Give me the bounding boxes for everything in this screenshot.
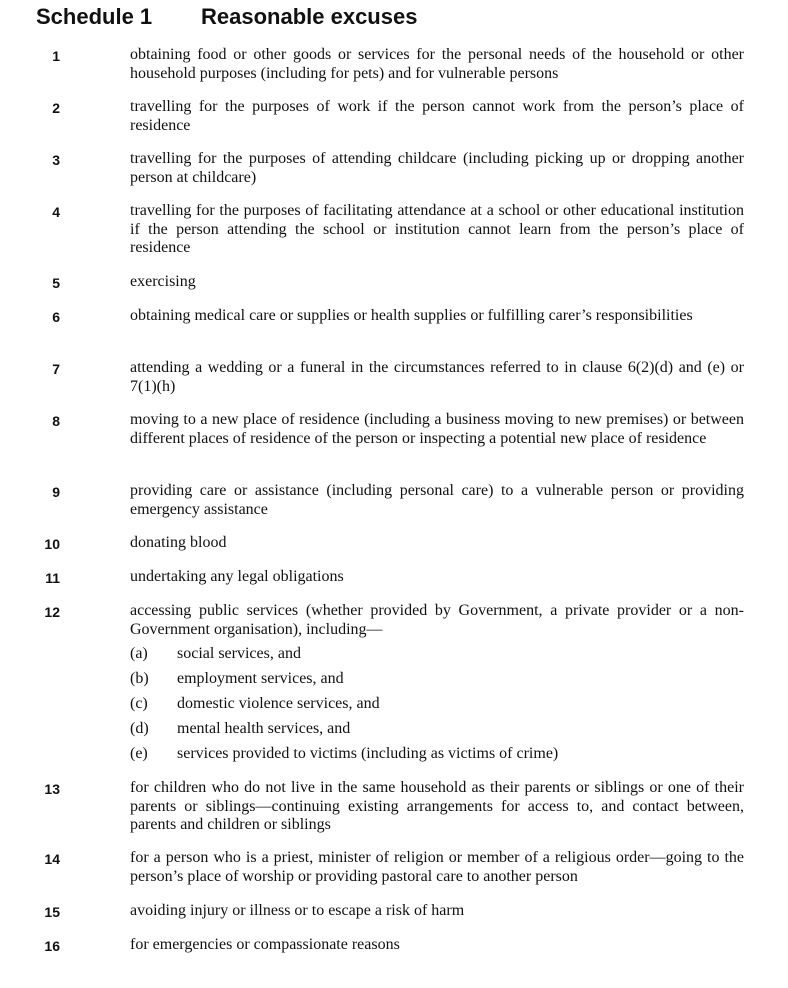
item-number: 9 (52, 484, 60, 500)
item-text: obtaining medical care or supplies or health supplies or fulfilling carer’s responsibilities (130, 307, 693, 324)
item-number: 13 (44, 781, 60, 797)
sub-item-letter: (b) (130, 670, 149, 687)
item-text: travelling for the purposes of facilitating attendance at a school or other educational institution if the person attending the school or institution cannot learn from the person’s place of residence (130, 202, 744, 256)
item-text: attending a wedding or a funeral in the circumstances referred to in clause 6(2)(d) and (e) or 7(1)(h) (130, 359, 744, 395)
item-text: for children who do not live in the same household as their parents or siblings or one of their parents or siblings—continuing existing arrangements for access to, and contact between, parents and children or siblings (130, 779, 744, 833)
item-text: exercising (130, 273, 196, 290)
item-text: accessing public services (whether provided by Government, a private provider or a non-Government organisation), including— (130, 602, 744, 638)
sub-item-letter: (d) (130, 720, 149, 737)
sub-item-text: social services, and (177, 645, 301, 662)
item-text: undertaking any legal obligations (130, 568, 344, 585)
sub-item-letter: (e) (130, 745, 148, 762)
item-number: 10 (44, 536, 60, 552)
sub-item (130, 695, 744, 714)
item-number: 5 (52, 275, 60, 291)
sub-item-text: services provided to victims (including as victims of crime) (177, 745, 559, 762)
sub-item (130, 670, 744, 689)
sub-item-text: employment services, and (177, 670, 344, 687)
item-number: 12 (44, 604, 60, 620)
item-text: for a person who is a priest, minister of religion or member of a religious order—going to the person’s place of worship or providing pastoral care to another person (130, 849, 744, 885)
item-number: 16 (44, 938, 60, 954)
sub-item-letter: (a) (130, 645, 148, 662)
item-text: providing care or assistance (including personal care) to a vulnerable person or providing emergency assistance (130, 482, 744, 518)
item-number: 6 (52, 309, 60, 325)
item-number: 4 (52, 204, 60, 220)
schedule-label: Schedule 1 (36, 4, 153, 29)
item-number: 8 (52, 413, 60, 429)
item-number: 11 (45, 570, 60, 586)
sub-item (130, 720, 744, 739)
item-number: 7 (52, 361, 60, 377)
item-text: travelling for the purposes of attending childcare (including picking up or dropping another person at childcare) (130, 150, 744, 186)
sub-item-letter: (c) (130, 695, 148, 712)
item-number: 15 (44, 904, 60, 920)
sub-item-text: domestic violence services, and (177, 695, 380, 712)
sub-item (130, 645, 744, 664)
sub-item (130, 745, 744, 764)
item-text: avoiding injury or illness or to escape a risk of harm (130, 902, 465, 919)
item-text: travelling for the purposes of work if the person cannot work from the person’s place of residence (130, 98, 744, 134)
item-text: obtaining food or other goods or services for the personal needs of the household or other household purposes (including for pets) and for vulnerable persons (130, 46, 744, 82)
sub-item-text: mental health services, and (177, 720, 351, 737)
item-number: 2 (52, 100, 60, 116)
item-number: 14 (44, 851, 60, 867)
item-number: 3 (52, 152, 60, 168)
item-text: donating blood (130, 534, 227, 551)
item-text: moving to a new place of residence (including a business moving to new premises) or between different places of residence of the person or inspecting a potential new place of residence (130, 411, 744, 447)
schedule-title: Reasonable excuses (201, 4, 418, 29)
schedule-heading (36, 4, 417, 30)
item-number: 1 (52, 48, 60, 64)
item-text: for emergencies or compassionate reasons (130, 936, 400, 953)
